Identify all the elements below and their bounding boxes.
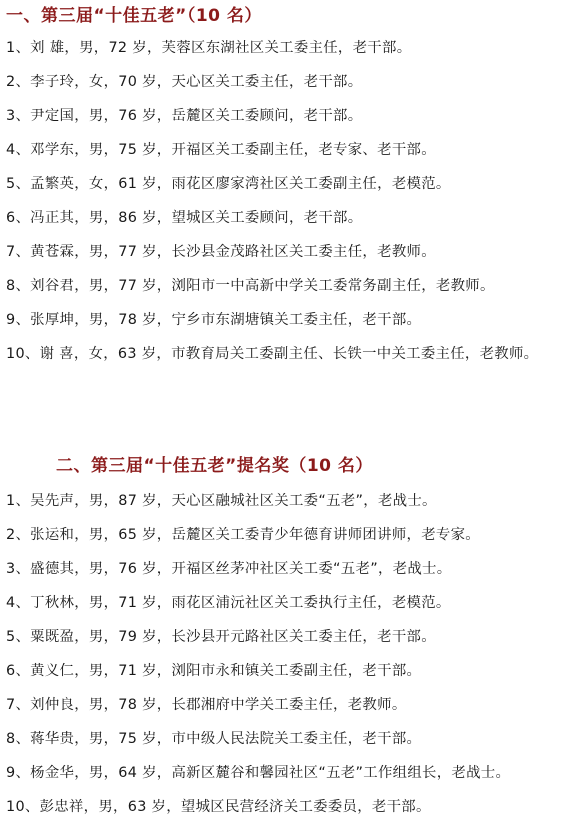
list-item: 8、蒋华贵，男，75 岁，市中级人民法院关工委主任，老干部。 bbox=[6, 731, 422, 747]
list-item: 9、杨金华，男，64 岁，高新区麓谷和馨园社区“五老”工作组组长，老战士。 bbox=[6, 765, 511, 781]
list-item: 4、丁秋林，男，71 岁，雨花区浦沅社区关工委执行主任，老模范。 bbox=[6, 595, 451, 611]
list-item: 7、刘仲良，男，78 岁，长郡湘府中学关工委主任，老教师。 bbox=[6, 697, 407, 713]
list-item: 8、刘谷君，男，77 岁，浏阳市一中高新中学关工委常务副主任，老教师。 bbox=[6, 278, 495, 294]
section-title: 二、第三届“十佳五老”提名奖（10 名） bbox=[56, 456, 373, 476]
list-item: 9、张厚坤，男，78 岁，宁乡市东湖塘镇关工委主任，老干部。 bbox=[6, 312, 422, 328]
list-item: 6、冯正其，男，86 岁，望城区关工委顾问，老干部。 bbox=[6, 210, 363, 226]
list-item: 10、彭忠祥，男，63 岁，望城区民营经济关工委委员，老干部。 bbox=[6, 799, 431, 815]
list-item: 6、黄义仁，男，71 岁，浏阳市永和镇关工委副主任，老干部。 bbox=[6, 663, 422, 679]
list-item: 1、刘 雄，男，72 岁，芙蓉区东湖社区关工委主任，老干部。 bbox=[6, 40, 412, 56]
list-item: 3、盛德其，男，76 岁，开福区丝茅冲社区关工委“五老”，老战士。 bbox=[6, 561, 452, 577]
list-item: 5、粟既盈，男，79 岁，长沙县开元路社区关工委主任，老干部。 bbox=[6, 629, 436, 645]
list-item: 3、尹定国，男，76 岁，岳麓区关工委顾问，老干部。 bbox=[6, 108, 363, 124]
list-item: 2、李子玲，女，70 岁，天心区关工委主任，老干部。 bbox=[6, 74, 363, 90]
list-item: 10、谢 喜，女，63 岁，市教育局关工委副主任、长铁一中关工委主任，老教师。 bbox=[6, 346, 539, 362]
nominee-list bbox=[6, 484, 576, 824]
section-title: 一、第三届“十佳五老”（10 名） bbox=[6, 6, 262, 26]
list-item: 5、孟繁英，女，61 岁，雨花区廖家湾社区关工委副主任，老模范。 bbox=[6, 176, 451, 192]
list-item: 7、黄苍霖，男，77 岁，长沙县金茂路社区关工委主任，老教师。 bbox=[6, 244, 436, 260]
list-item: 2、张运和，男，65 岁，岳麓区关工委青少年德育讲师团讲师，老专家。 bbox=[6, 527, 480, 543]
list-item: 1、吴先声，男，87 岁，天心区融城社区关工委“五老”，老战士。 bbox=[6, 493, 437, 509]
awardee-list bbox=[6, 31, 576, 405]
list-item: 4、邓学东，男，75 岁，开福区关工委副主任，老专家、老干部。 bbox=[6, 142, 436, 158]
